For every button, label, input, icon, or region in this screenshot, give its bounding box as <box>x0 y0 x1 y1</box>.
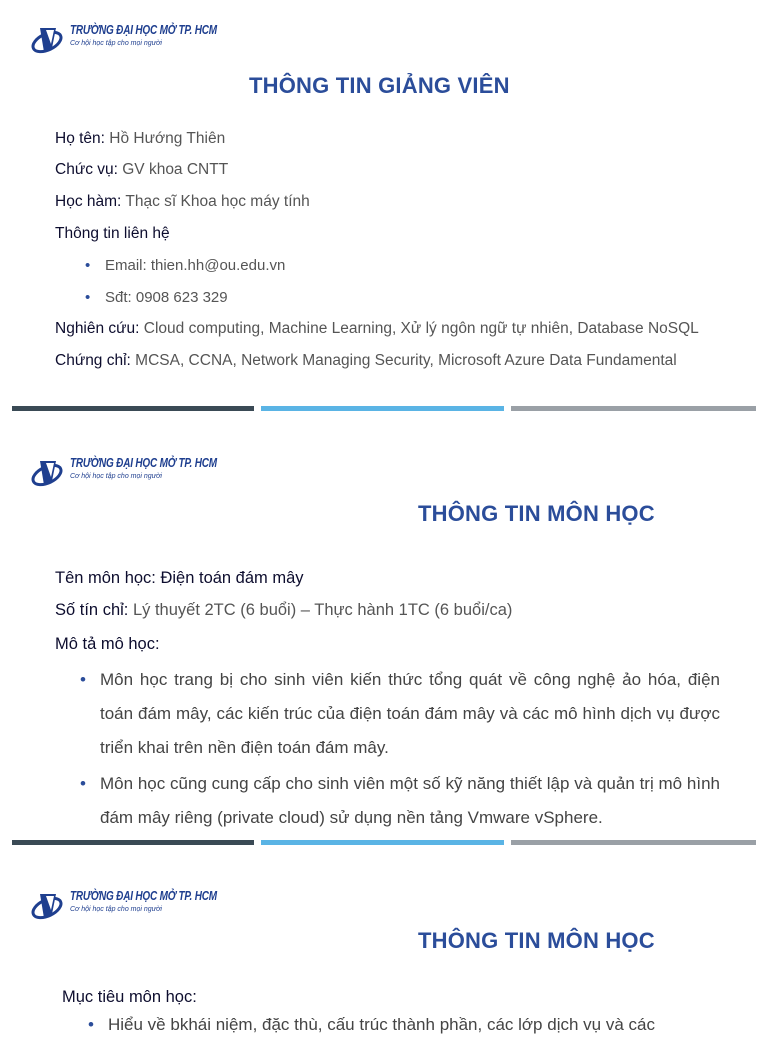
certificate-label: Chứng chỉ: <box>55 352 131 369</box>
phone-item <box>85 289 228 306</box>
phone-text: Sđt: 0908 623 329 <box>105 289 228 306</box>
university-emblem-icon <box>30 890 68 922</box>
name-value: Hồ Hướng Thiên <box>104 130 226 147</box>
university-logo <box>30 457 217 489</box>
certificate-value: MCSA, CCNA, Network Managing Security, Microsoft Azure Data Fundamental <box>130 352 677 369</box>
bullet-icon: • <box>80 774 86 793</box>
bullet-icon: • <box>85 289 91 306</box>
credits-label: Số tín chỉ: <box>55 601 129 619</box>
university-name: TRƯỜNG ĐẠI HỌC MỞ TP. HCM <box>70 890 217 904</box>
objectives-bullet-1: • Hiểu về bkhái niệm, đặc thù, cấu trúc thành phần, các lớp dịch vụ và các <box>88 1008 728 1042</box>
slide-title: THÔNG TIN GIẢNG VIÊN <box>249 73 510 98</box>
research-row <box>55 320 699 338</box>
credits-value: Lý thuyết 2TC (6 buổi) – Thực hành 1TC (6 buổi/ca) <box>128 601 513 619</box>
position-row <box>55 161 228 179</box>
degree-row <box>55 193 310 211</box>
description-bullet-2: • Môn học cũng cung cấp cho sinh viên một số kỹ năng thiết lập và quản trị mô hình đám mây riêng (private cloud) sử dụng nền tảng Vmware vSphere. <box>80 767 720 835</box>
research-label: Nghiên cứu: <box>55 320 140 337</box>
contact-heading: Thông tin liên hệ <box>55 225 170 242</box>
bullet-icon: • <box>85 257 91 274</box>
university-slogan: Cơ hội học tập cho mọi người <box>70 473 162 480</box>
slide-course-info <box>0 413 768 840</box>
university-emblem-icon <box>30 457 68 489</box>
certificate-row <box>55 352 677 370</box>
university-slogan: Cơ hội học tập cho mọi người <box>70 906 162 913</box>
course-name-row: Tên môn học: Điện toán đám mây <box>55 569 304 587</box>
slide-lecturer-info <box>0 0 768 405</box>
email-text: Email: thien.hh@ou.edu.vn <box>105 257 286 274</box>
position-label: Chức vụ: <box>55 161 118 178</box>
description-bullet-1: • Môn học trang bị cho sinh viên kiến thức tổng quát về công nghệ ảo hóa, điện toán đám mây, các kiến trúc của điện toán đám mây và các mô hình dịch vụ được triển khai trên nền điện toán đám mây. <box>80 663 720 765</box>
description-heading: Mô tả mô học: <box>55 635 160 653</box>
slide-title: THÔNG TIN MÔN HỌC <box>418 928 655 953</box>
bullet-icon: • <box>88 1015 94 1034</box>
slide-title: THÔNG TIN MÔN HỌC <box>418 501 655 526</box>
university-name: TRƯỜNG ĐẠI HỌC MỞ TP. HCM <box>70 457 217 471</box>
university-logo <box>30 24 217 56</box>
university-name: TRƯỜNG ĐẠI HỌC MỞ TP. HCM <box>70 24 217 38</box>
position-value: GV khoa CNTT <box>117 161 229 178</box>
name-label: Họ tên: <box>55 130 105 147</box>
email-item <box>85 257 285 274</box>
name-row <box>55 130 225 148</box>
university-logo <box>30 890 217 922</box>
university-emblem-icon <box>30 24 68 56</box>
objectives-heading: Mục tiêu môn học: <box>62 988 197 1006</box>
slide-divider <box>12 406 756 411</box>
credits-row <box>55 601 512 620</box>
bullet-icon: • <box>80 670 86 689</box>
slide-divider <box>12 840 756 845</box>
degree-label: Học hàm: <box>55 193 122 210</box>
degree-value: Thạc sĩ Khoa học máy tính <box>121 193 310 210</box>
university-slogan: Cơ hội học tập cho mọi người <box>70 40 162 47</box>
slide-course-objectives <box>0 848 768 1034</box>
research-value: Cloud computing, Machine Learning, Xử lý ngôn ngữ tự nhiên, Database NoSQL <box>139 320 699 337</box>
